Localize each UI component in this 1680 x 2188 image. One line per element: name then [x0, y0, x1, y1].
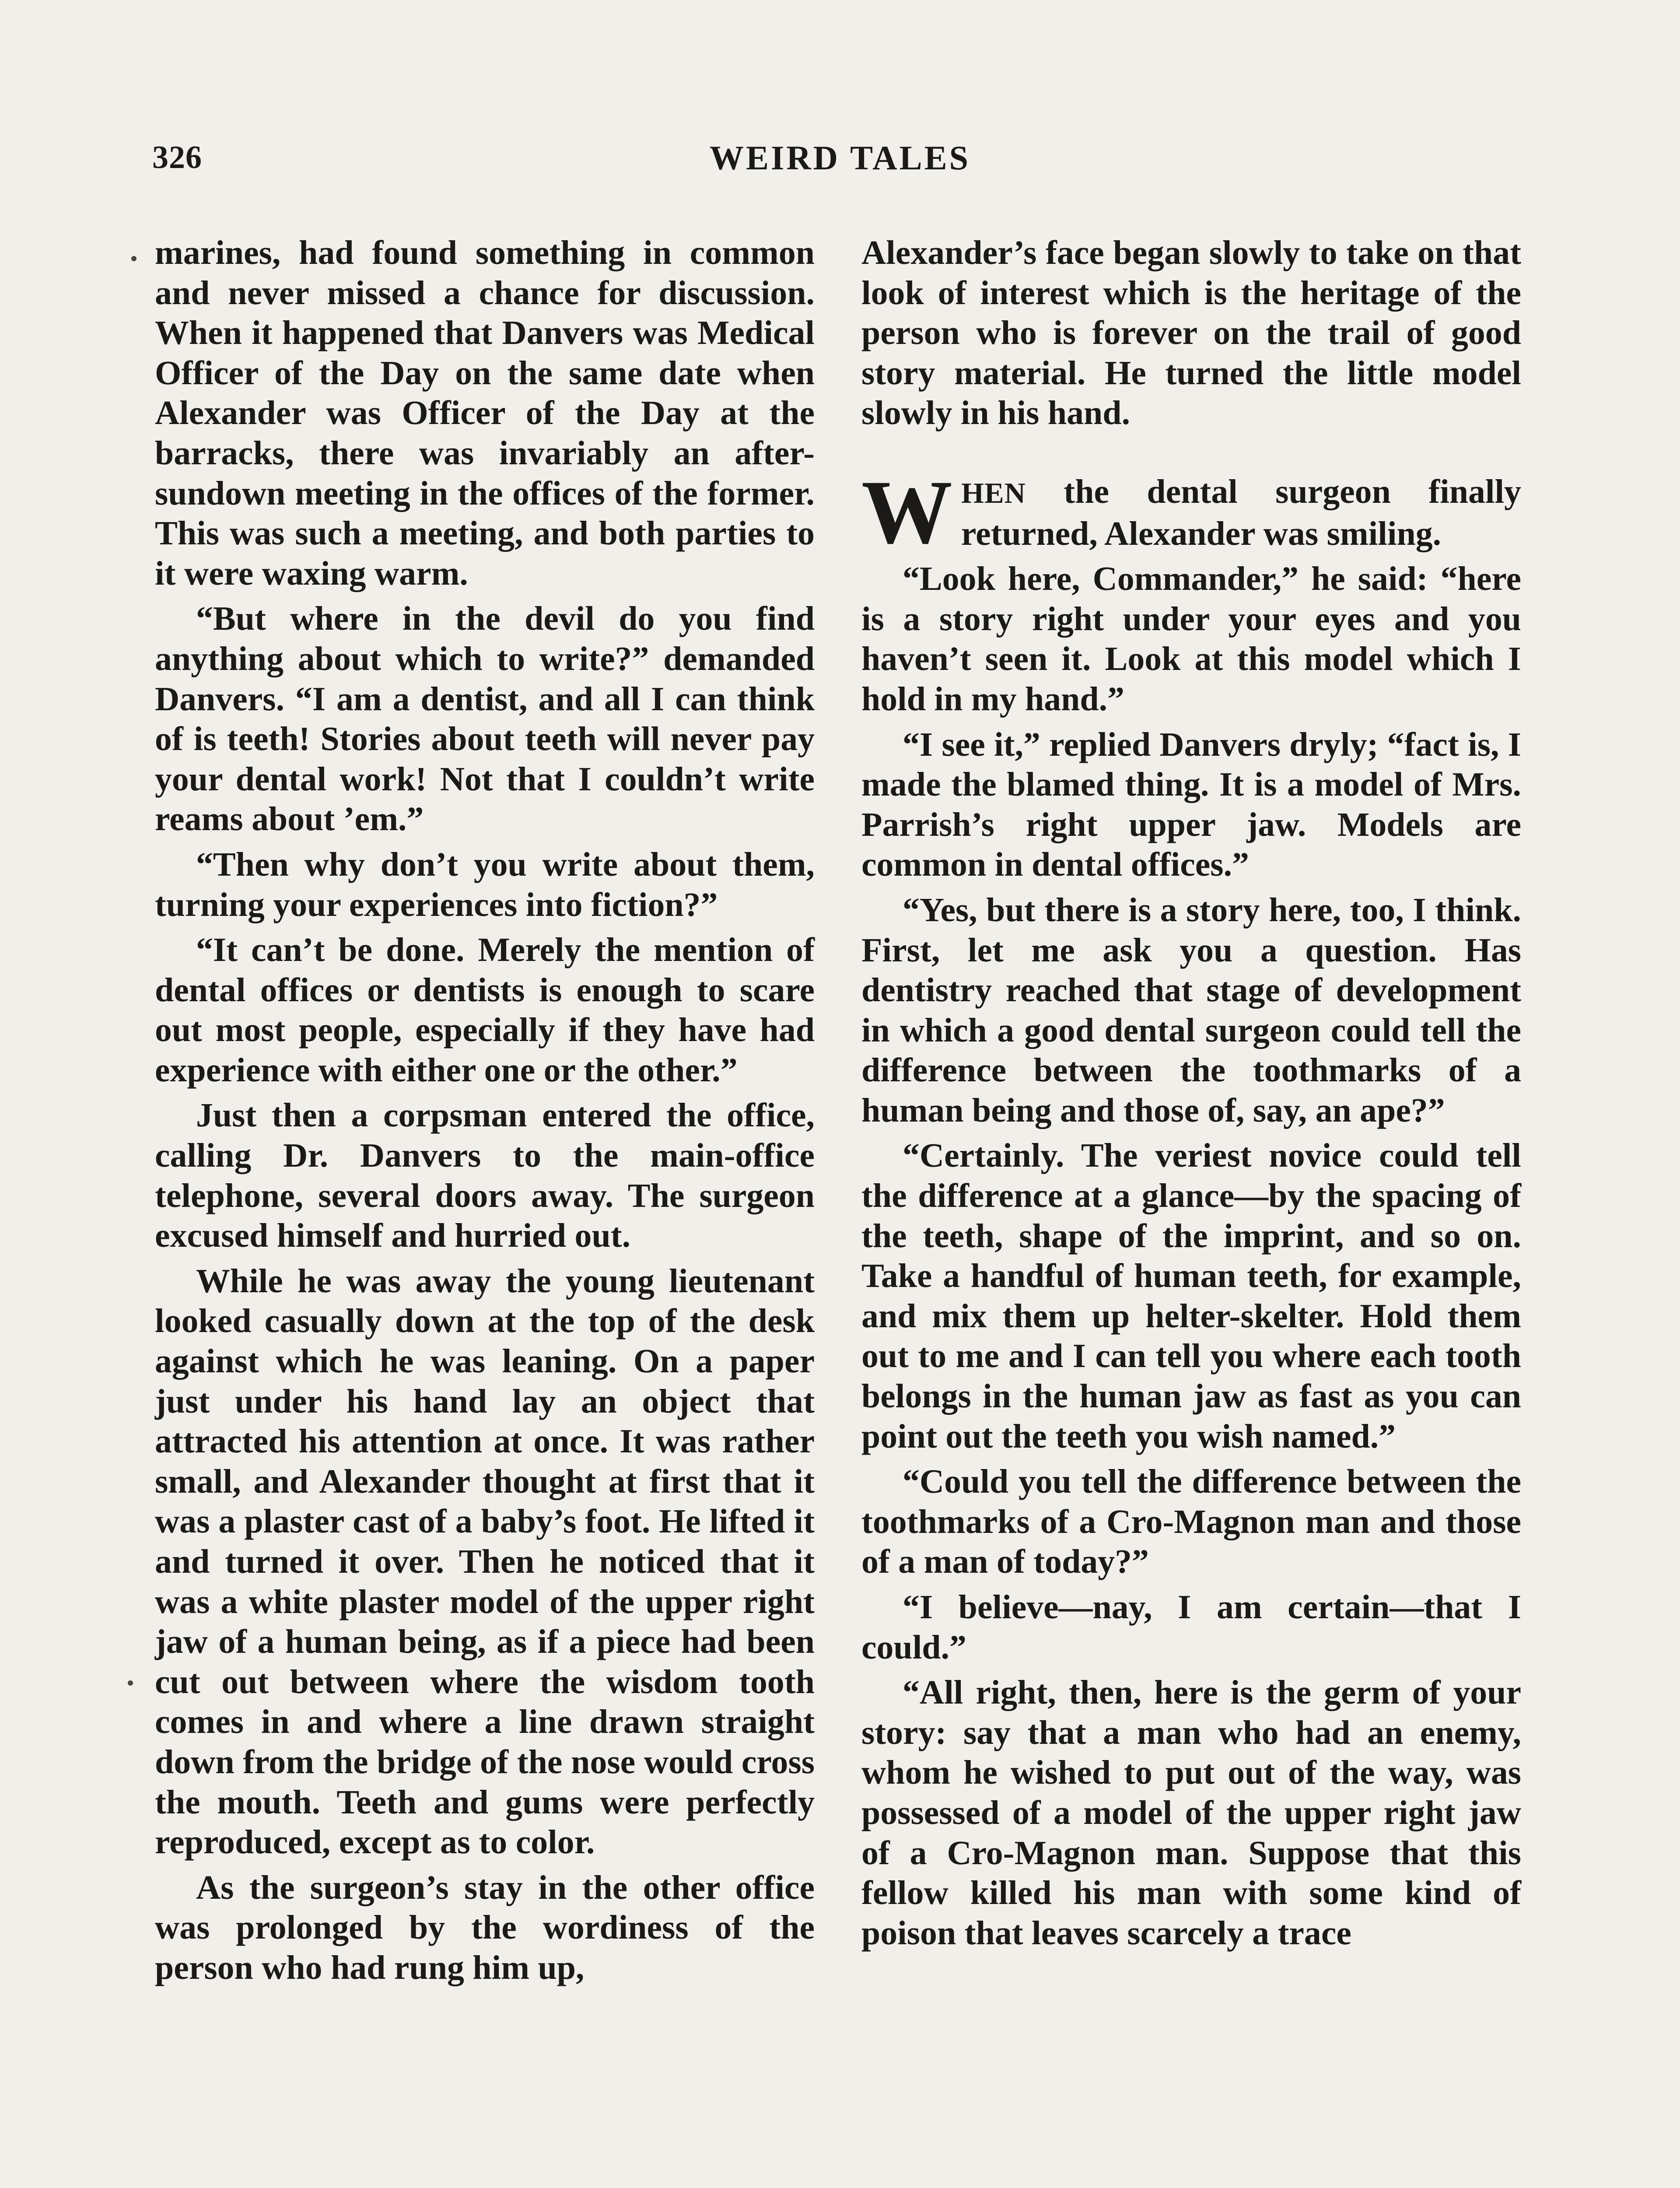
paragraph: While he was away the young lieutenant looked casually down at the top of the desk against which he was leaning. On a paper just under his hand lay an object that attracted his attention at once. It was rather small, and Alexander thought at first that it was a plaster cast of a baby’s foot. He lifted it and turned it over. Then he noticed that it was a white plaster model of the upper right jaw of a human being, as if a piece had been cut out between where the wisdom tooth comes in and where a line drawn straight down from the bridge of the nose would cross the mouth. Teeth and gums were perfectly reproduced, except as to color.: [155, 1262, 815, 1861]
paragraph: “Then why don’t you write about them, turning your experiences into fiction?”: [155, 845, 815, 923]
drop-cap: W: [861, 461, 952, 562]
paragraph: marines, had found something in common and never missed a chance for discussion. When it happened that Danvers was Medical Officer of the Day on the same date when Alexander was Officer of the Day at the barracks, there was invariably an after-sundown meeting in the offices of the former. This was such a meeting, and both parties to it were waxing warm.: [155, 234, 815, 592]
margin-mark: [128, 1680, 133, 1686]
paragraph: “Look here, Commander,” he said: “here is a story right under your eyes and you haven’t seen it. Look at this model which I hold in my hand.”: [861, 560, 1521, 718]
paragraph: “I see it,” replied Danvers dryly; “fact is, I made the blamed thing. It is a model of Mrs. Parrish’s right upper jaw. Models are common in dental offices.”: [861, 725, 1521, 884]
margin-mark: [131, 256, 136, 261]
paragraph: Alexander’s face began slowly to take on that look of interest which is the heritage of the person who is forever on the trail of good story material. He turned the little model slowly in his hand.: [861, 234, 1521, 432]
small-caps-lead: HEN: [961, 477, 1026, 509]
paragraph-text: the dental surgeon finally returned, Alexander was smiling.: [961, 472, 1521, 552]
paragraph: “Yes, but there is a story here, too, I think. First, let me ask you a question. Has dentistry reached that stage of development in which a good dental surgeon could tell the difference between the toothmarks of a human being and those of, say, an ape?”: [861, 891, 1521, 1129]
paragraph: “Could you tell the difference between the toothmarks of a Cro-Magnon man and those of a man of today?”: [861, 1462, 1521, 1581]
paragraph: “Certainly. The veriest novice could tell the difference at a glance—by the spacing of the teeth, shape of the imprint, and so on. Take a handful of human teeth, for example, and mix them up helter-skelter. Hold them out to me and I can tell you where each tooth belongs in the human jaw as fast as you can point out the teeth you wish named.”: [861, 1136, 1521, 1455]
section-opening-paragraph: [861, 461, 1521, 562]
paragraph: “It can’t be done. Merely the mention of dental offices or dentists is enough to scare out most people, especially if they have had experience with either one or the other.”: [155, 931, 815, 1089]
paragraph: Just then a corpsman entered the office, calling Dr. Danvers to the main-office telephone, several doors away. The surgeon excused himself and hurried out.: [155, 1096, 815, 1255]
right-column: [861, 233, 1521, 1953]
running-head: WEIRD TALES: [709, 139, 971, 177]
left-column: [155, 233, 815, 1988]
paragraph: As the surgeon’s stay in the other office was prolonged by the wordiness of the person who had rung him up,: [155, 1868, 815, 1986]
paragraph: “All right, then, here is the germ of your story: say that a man who had an enemy, whom he wished to put out of the way, was possessed of a model of the upper right jaw of a Cro-Magnon man. Suppose that this fellow killed his man with some kind of poison that leaves scarcely a trace: [861, 1673, 1521, 1952]
paragraph: “I believe—nay, I am certain—that I could.”: [861, 1588, 1521, 1666]
page-number: 326: [152, 140, 202, 175]
paragraph: “But where in the devil do you find anything about which to write?” demanded Danvers. “I am a dentist, and all I can think of is teeth! Stories about teeth will never pay your dental work! Not that I couldn’t write reams about ’em.”: [155, 600, 815, 838]
